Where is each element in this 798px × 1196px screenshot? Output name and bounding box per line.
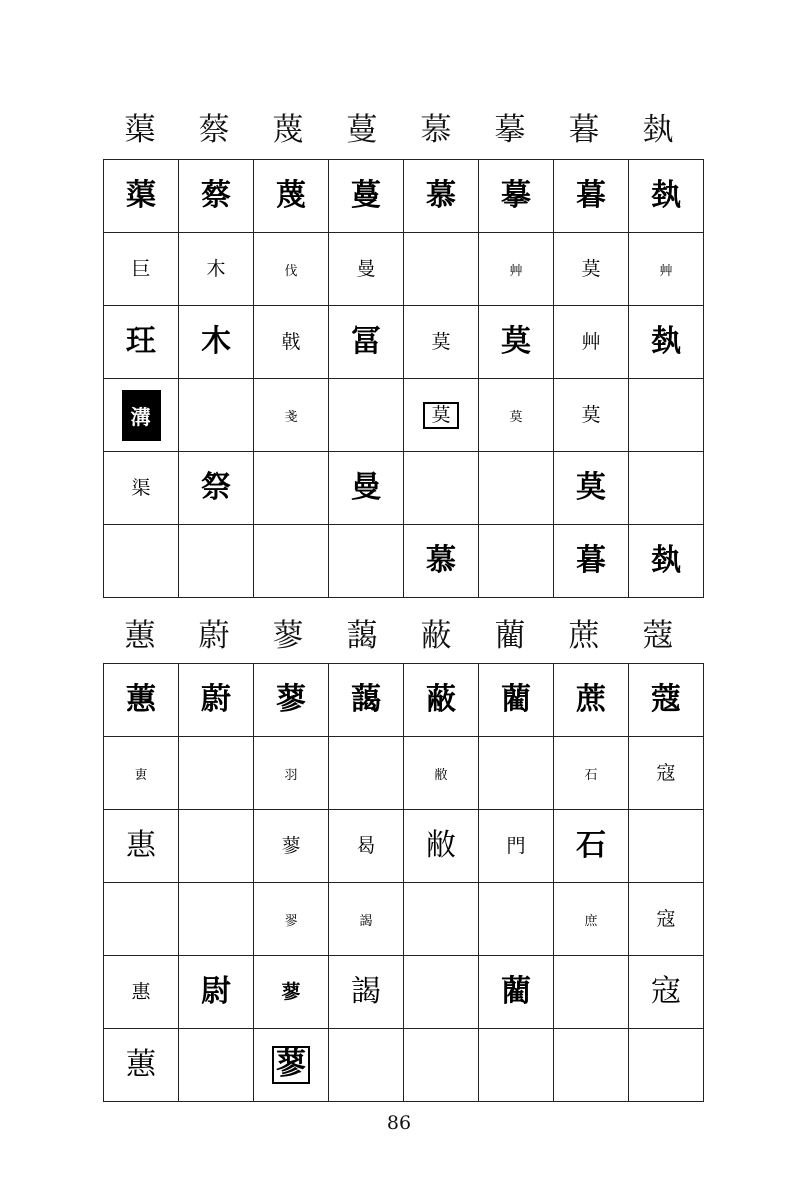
glyph-cell (629, 452, 704, 525)
glyph-cell (179, 452, 254, 525)
glyph-cell (404, 379, 479, 452)
seal-glyph: 戟 (281, 330, 301, 353)
seal-glyph: 蓼 (276, 682, 306, 717)
glyph-cell (554, 525, 629, 598)
seal-glyph: 蔚 (201, 682, 231, 717)
seal-glyph: 艸 (659, 263, 673, 279)
glyph-cell (254, 233, 329, 306)
seal-glyph: 惠 (131, 980, 151, 1003)
glyph-cell (254, 160, 329, 233)
seal-glyph: 莫 (501, 324, 531, 359)
seal-glyph: 藺 (501, 974, 531, 1009)
glyph-cell (404, 737, 479, 810)
section-2-header-row (103, 616, 695, 656)
glyph-cell (179, 664, 254, 737)
seal-glyph: 石 (584, 767, 598, 783)
seal-glyph: 蔓 (351, 178, 381, 213)
header-char: 蔚 (198, 618, 230, 654)
glyph-cell (254, 379, 329, 452)
table-row (104, 810, 704, 883)
glyph-cell (479, 233, 554, 306)
seal-glyph: 埶 (651, 178, 681, 213)
glyph-cell (404, 1029, 479, 1102)
seal-glyph: 莫 (509, 409, 523, 425)
glyph-cell (329, 664, 404, 737)
seal-glyph: 蔗 (576, 682, 606, 717)
glyph-cell (179, 810, 254, 883)
seal-glyph: 莫 (423, 402, 458, 429)
glyph-cell (329, 452, 404, 525)
glyph-cell (629, 737, 704, 810)
glyph-cell (104, 379, 179, 452)
seal-glyph: 莫 (576, 470, 606, 505)
glyph-cell (104, 737, 179, 810)
seal-glyph: 蕙 (126, 1047, 156, 1082)
glyph-cell (404, 452, 479, 525)
seal-glyph: 蓼 (281, 980, 301, 1003)
glyph-cell (329, 810, 404, 883)
seal-stamp-glyph: 溝 (122, 390, 161, 441)
seal-glyph: 莫 (581, 257, 601, 280)
seal-glyph: 蓼 (272, 1046, 310, 1084)
glyph-cell (179, 883, 254, 956)
glyph-cell (104, 525, 179, 598)
glyph-cell (254, 452, 329, 525)
section-2-glyph-table (103, 663, 704, 1102)
glyph-cell (629, 956, 704, 1029)
glyph-cell (554, 160, 629, 233)
seal-glyph: 庶 (584, 913, 598, 929)
seal-glyph: 冨 (351, 324, 381, 359)
glyph-cell (104, 810, 179, 883)
seal-glyph: 藺 (501, 682, 531, 717)
seal-glyph: 羽 (284, 767, 298, 783)
glyph-cell (329, 525, 404, 598)
glyph-cell (404, 883, 479, 956)
glyph-cell (404, 956, 479, 1029)
glyph-cell (104, 452, 179, 525)
seal-glyph: 渠 (131, 476, 151, 499)
glyph-cell (404, 233, 479, 306)
glyph-cell (179, 737, 254, 810)
glyph-cell (629, 883, 704, 956)
glyph-cell (179, 956, 254, 1029)
table-row (104, 737, 704, 810)
table-row (104, 525, 704, 598)
glyph-cell (554, 306, 629, 379)
glyph-cell (179, 306, 254, 379)
seal-glyph: 謁 (359, 913, 373, 929)
glyph-cell (629, 306, 704, 379)
table-row (104, 956, 704, 1029)
header-char: 慕 (420, 112, 452, 148)
glyph-cell (554, 737, 629, 810)
seal-glyph: 巨 (131, 257, 151, 280)
seal-glyph: 石 (576, 828, 606, 863)
glyph-cell (554, 233, 629, 306)
glyph-cell (404, 810, 479, 883)
seal-glyph: 木 (201, 324, 231, 359)
glyph-cell (479, 160, 554, 233)
glyph-cell (179, 525, 254, 598)
glyph-cell (104, 883, 179, 956)
seal-glyph: 蔑 (276, 178, 306, 213)
glyph-cell (554, 956, 629, 1029)
seal-glyph: 莫 (431, 330, 451, 353)
table-row (104, 883, 704, 956)
glyph-cell (254, 664, 329, 737)
glyph-cell (329, 737, 404, 810)
glyph-cell (254, 525, 329, 598)
seal-glyph: 蓼 (281, 834, 301, 857)
glyph-cell (179, 379, 254, 452)
glyph-cell (254, 810, 329, 883)
glyph-cell (479, 306, 554, 379)
glyph-cell (404, 525, 479, 598)
glyph-cell (329, 306, 404, 379)
seal-glyph: 藹 (351, 682, 381, 717)
header-char: 埶 (642, 112, 674, 148)
glyph-cell (329, 956, 404, 1029)
glyph-cell (554, 379, 629, 452)
seal-glyph: 木 (206, 257, 226, 280)
table-row (104, 379, 704, 452)
glyph-cell (629, 379, 704, 452)
table-row (104, 306, 704, 379)
glyph-cell (554, 452, 629, 525)
glyph-cell (104, 160, 179, 233)
glyph-cell (479, 379, 554, 452)
glyph-cell (479, 452, 554, 525)
seal-glyph: 蕙 (126, 682, 156, 717)
seal-glyph: 艸 (581, 330, 601, 353)
seal-glyph: 敝 (426, 828, 456, 863)
glyph-cell (179, 233, 254, 306)
glyph-cell (479, 737, 554, 810)
glyph-cell (479, 956, 554, 1029)
seal-glyph: 埶 (651, 543, 681, 578)
glyph-cell (629, 233, 704, 306)
glyph-cell (104, 1029, 179, 1102)
seal-glyph: 艸 (509, 263, 523, 279)
glyph-cell (479, 664, 554, 737)
seal-glyph: 謁 (351, 974, 381, 1009)
glyph-cell (329, 233, 404, 306)
seal-glyph: 尉 (201, 974, 231, 1009)
header-char: 蔗 (568, 618, 600, 654)
glyph-cell (554, 664, 629, 737)
section-1-glyph-table (103, 159, 704, 598)
glyph-cell (104, 306, 179, 379)
seal-glyph: 蔡 (201, 178, 231, 213)
glyph-cell (104, 956, 179, 1029)
glyph-cell (254, 1029, 329, 1102)
seal-glyph: 翏 (284, 913, 298, 929)
page-number: 86 (386, 1112, 412, 1134)
glyph-cell (479, 525, 554, 598)
seal-glyph: 寇 (651, 974, 681, 1009)
table-row (104, 160, 704, 233)
seal-glyph: 慕 (426, 543, 456, 578)
glyph-cell (479, 883, 554, 956)
seal-glyph: 祭 (201, 470, 231, 505)
header-char: 藺 (494, 618, 526, 654)
glyph-cell (554, 810, 629, 883)
seal-glyph: 寇 (656, 907, 676, 930)
glyph-cell (404, 160, 479, 233)
glyph-cell (254, 883, 329, 956)
glyph-cell (404, 664, 479, 737)
header-char: 蔓 (346, 112, 378, 148)
header-char: 蔻 (642, 618, 674, 654)
glyph-cell (329, 160, 404, 233)
glyph-cell (104, 233, 179, 306)
glyph-cell (329, 379, 404, 452)
glyph-cell (254, 956, 329, 1029)
seal-glyph: 曼 (356, 257, 376, 280)
seal-glyph: 摹 (501, 178, 531, 213)
header-char: 蔑 (272, 112, 304, 148)
seal-glyph: 慕 (426, 178, 456, 213)
seal-glyph: 敝 (434, 767, 448, 783)
header-char: 蔡 (198, 112, 230, 148)
table-row (104, 1029, 704, 1102)
header-char: 蕖 (124, 112, 156, 148)
seal-glyph: 埶 (651, 324, 681, 359)
header-char: 摹 (494, 112, 526, 148)
seal-glyph: 莫 (581, 403, 601, 426)
seal-glyph: 暮 (576, 543, 606, 578)
seal-glyph: 蔽 (426, 682, 456, 717)
seal-glyph: 惠 (126, 828, 156, 863)
glyph-cell (404, 306, 479, 379)
header-char: 蕙 (124, 618, 156, 654)
glyph-cell (629, 160, 704, 233)
seal-glyph: 門 (506, 834, 526, 857)
glyph-cell (629, 664, 704, 737)
header-char: 蓼 (272, 618, 304, 654)
seal-glyph: 蕖 (126, 178, 156, 213)
glyph-cell (629, 810, 704, 883)
header-char: 蔽 (420, 618, 452, 654)
table-row (104, 452, 704, 525)
section-1-header-row (103, 110, 695, 150)
seal-glyph: 曷 (356, 834, 376, 857)
glyph-cell (179, 1029, 254, 1102)
seal-glyph: 玨 (126, 324, 156, 359)
header-char: 暮 (568, 112, 600, 148)
glyph-cell (104, 664, 179, 737)
seal-glyph: 曼 (351, 470, 381, 505)
glyph-cell (179, 160, 254, 233)
table-row (104, 233, 704, 306)
glyph-cell (554, 883, 629, 956)
header-char: 藹 (346, 618, 378, 654)
glyph-cell (254, 737, 329, 810)
glyph-cell (629, 525, 704, 598)
glyph-cell (329, 883, 404, 956)
seal-glyph: 叀 (134, 767, 148, 783)
table-row (104, 664, 704, 737)
seal-glyph: 暮 (576, 178, 606, 213)
glyph-cell (629, 1029, 704, 1102)
glyph-cell (254, 306, 329, 379)
glyph-cell (554, 1029, 629, 1102)
glyph-cell (329, 1029, 404, 1102)
seal-glyph: 戔 (284, 409, 298, 425)
glyph-cell (479, 810, 554, 883)
glyph-cell (479, 1029, 554, 1102)
seal-glyph: 伐 (284, 263, 298, 279)
seal-glyph: 寇 (656, 761, 676, 784)
seal-glyph: 蔻 (651, 682, 681, 717)
